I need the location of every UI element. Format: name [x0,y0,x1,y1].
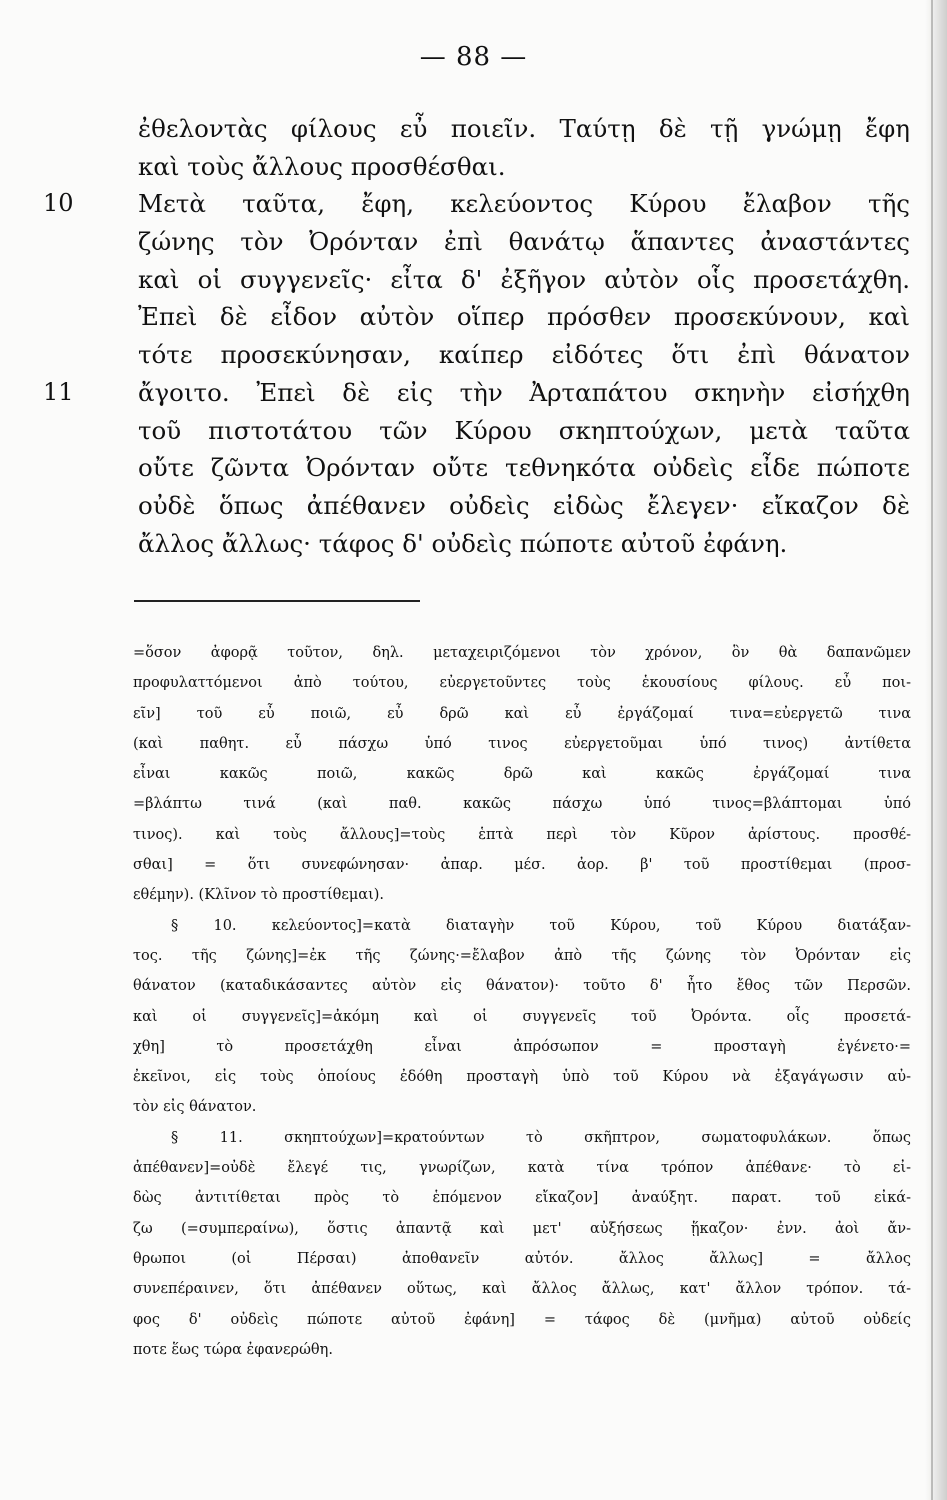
main-text-line [138,412,910,450]
main-text-content: τοῦ πιστοτάτου τῶν Κύρου σκηπτούχων, μετὰ ταῦτα [138,415,910,445]
footnote-line: δὼς ἀντιτίθεται πρὸς τὸ ἑπόμενον εἴκαζον] ἀναύξητ. παρατ. τοῦ εἰκά- [133,1190,911,1207]
footnote-line: =βλάπτω τινά (καὶ παθ. κακῶς πάσχω ὑπό τινος=βλάπτομαι ὑπό [133,796,911,813]
main-text-content: τότε προσεκύνησαν, καίπερ εἰδότες ὅτι ἐπὶ θάνατον [138,340,910,370]
main-text-line [138,223,910,261]
footnote-line: θάνατον (καταδικάσαντες αὐτὸν εἰς θάνατον)· τοῦτο δ' ἦτο ἔθος τῶν Περσῶν. [133,978,911,995]
footnote-line: θρωποι (οἱ Πέρσαι) ἀποθανεῖν αὐτόν. ἄλλος ἄλλως] = ἄλλος [133,1250,911,1267]
footnote-line: (καὶ παθητ. εὖ πάσχω ὑπό τινος εὐεργετοῦμαι ὑπό τινος) ἀντίθετα [133,735,911,752]
page-edge-shadow [925,0,947,1500]
main-text-content: ἄγοιτο. Ἐπεὶ δὲ εἰς τὴν Ἀρταπάτου σκηνὴν εἰσήχθη [138,377,910,407]
page-number: — 88 — [419,42,528,72]
footnote-line: φος δ' οὐδεὶς πώποτε αὐτοῦ ἐφάνη] = τάφος δὲ (μνῆμα) αὐτοῦ οὐδείς [133,1311,911,1328]
footnotes [133,638,911,1365]
footnote-line: τὸν εἰς θάνατον. [133,1099,257,1116]
section-number: 11 [43,377,74,406]
footnote-line: εθέμην). (Κλῖνον τὸ προστίθεμαι). [133,887,385,904]
main-text-content: ἐθελοντὰς φίλους εὖ ποιεῖν. Ταύτῃ δὲ τῇ γνώμῃ ἔφη [138,114,910,143]
footnote-line: ἐκεῖνοι, εἰς τοὺς ὁποίους ἐδόθη προσταγὴ ὑπὸ τοῦ Κύρου νὰ ἐξαγάγωσιν αὐ- [133,1069,911,1086]
main-text-content: Μετὰ ταῦτα, ἔφη, κελεύοντος Κύρου ἔλαβον τῆς [138,189,910,219]
main-text-content: Ἐπεὶ δὲ εἶδον αὐτὸν οἵπερ πρόσθεν προσεκύνουν, καὶ [138,302,910,332]
main-text-content: οὐδὲ ὅπως ἀπέθανεν οὐδεὶς εἰδὼς ἔλεγεν· εἴκαζον δὲ [138,490,910,520]
footnote-line: =ὅσον ἀφορᾷ τοῦτον, δηλ. μεταχειριζόμενοι τὸν χρόνον, ὃν θὰ δαπανῶμεν [133,645,911,661]
main-text-content: καὶ τοὺς ἄλλους προσθέσθαι. [138,151,506,181]
footnote-line: τινος). καὶ τοὺς ἄλλους]=τοὺς ἑπτὰ περὶ τὸν Κῦρον ἀρίστους. προσθέ- [133,826,911,843]
page-edge-line [931,0,933,1500]
footnote-line: εῖν] τοῦ εὖ ποιῶ, εὖ δρῶ καὶ εὖ ἐργάζομαί τινα=εὐεργετῶ τινα [133,705,911,722]
footnote-line: καὶ οἱ συγγενεῖς]=ἀκόμη καὶ οἱ συγγενεῖς τοῦ Ὀρόντα. οἷς προσετά- [133,1008,911,1025]
footnote-line: σθαι] = ὅτι συνεφώνησαν· ἀπαρ. μέσ. ἀορ. β' τοῦ προστίθεμαι (προσ- [133,857,911,874]
main-text-content: ζώνης τὸν Ὀρόνταν ἐπὶ θανάτῳ ἅπαντες ἀναστάντες [138,227,910,257]
main-text-content: οὔτε ζῶντα Ὀρόνταν οὔτε τεθνηκότα οὐδεὶς εἶδε πώποτε [138,453,910,483]
footnote-line: ποτε ἕως τώρα ἐφανερώθη. [133,1341,333,1358]
main-text-line [138,261,910,299]
footnote-line: § 11. σκηπτούχων]=κρατούντων τὸ σκῆπτρον, σωματοφυλάκων. ὅπως [171,1129,911,1146]
footnote-line: τος. τῆς ζώνης]=ἐκ τῆς ζώνης·=ἔλαβον ἀπὸ τῆς ζώνης τὸν Ὀρόνταν εἰς [133,947,911,964]
main-text-line [43,185,910,223]
footnote-line: συνεπέραινεν, ὅτι ἀπέθανεν οὕτως, καὶ ἄλλος ἄλλως, κατ' ἄλλον τρόπον. τά- [133,1281,911,1298]
main-text-content: καὶ οἱ συγγενεῖς· εἶτα δ' ἐξῆγον αὐτὸν οἷς προσετάχθη. [138,264,910,294]
main-text-line [138,449,910,487]
footnote-line: προφυλαττόμενοι ἀπὸ τούτου, εὐεργετοῦντες τοὺς ἑκουσίους φίλους. εὖ ποι- [133,675,911,692]
section-number: 10 [43,189,74,218]
footnote-line: εἶναι κακῶς ποιῶ, κακῶς δρῶ καὶ κακῶς ἐργάζομαί τινα [133,766,911,783]
footnote-divider [134,600,420,602]
main-text-content: ἄλλος ἄλλως· τάφος δ' οὐδεὶς πώποτε αὐτοῦ ἐφάνη. [138,528,788,558]
footnote-line: ζω (=συμπεραίνω), ὅστις ἀπαντᾷ καὶ μετ' αὐξήσεως ᾕκαζον· ἐνν. ἀοὶ ἄν- [133,1220,911,1237]
main-text-line [138,487,910,525]
main-text-line [138,148,910,186]
main-text-line [138,336,910,374]
main-text-line [43,374,910,412]
main-text-line [138,298,910,336]
main-text-line [138,525,910,563]
footnote-line: ἀπέθανεν]=οὐδὲ ἔλεγέ τις, γνωρίζων, κατὰ τίνα τρόπον ἀπέθανε· τὸ εἰ- [133,1160,911,1177]
footnote-line: § 10. κελεύοντος]=κατὰ διαταγὴν τοῦ Κύρου, τοῦ Κύρου διατάξαν- [171,917,911,934]
main-text-line [138,110,910,148]
footnote-line: χθη] τὸ προσετάχθη εἶναι ἀπρόσωπον = προσταγὴ ἐγένετο·= [133,1038,911,1055]
main-text [43,110,910,562]
